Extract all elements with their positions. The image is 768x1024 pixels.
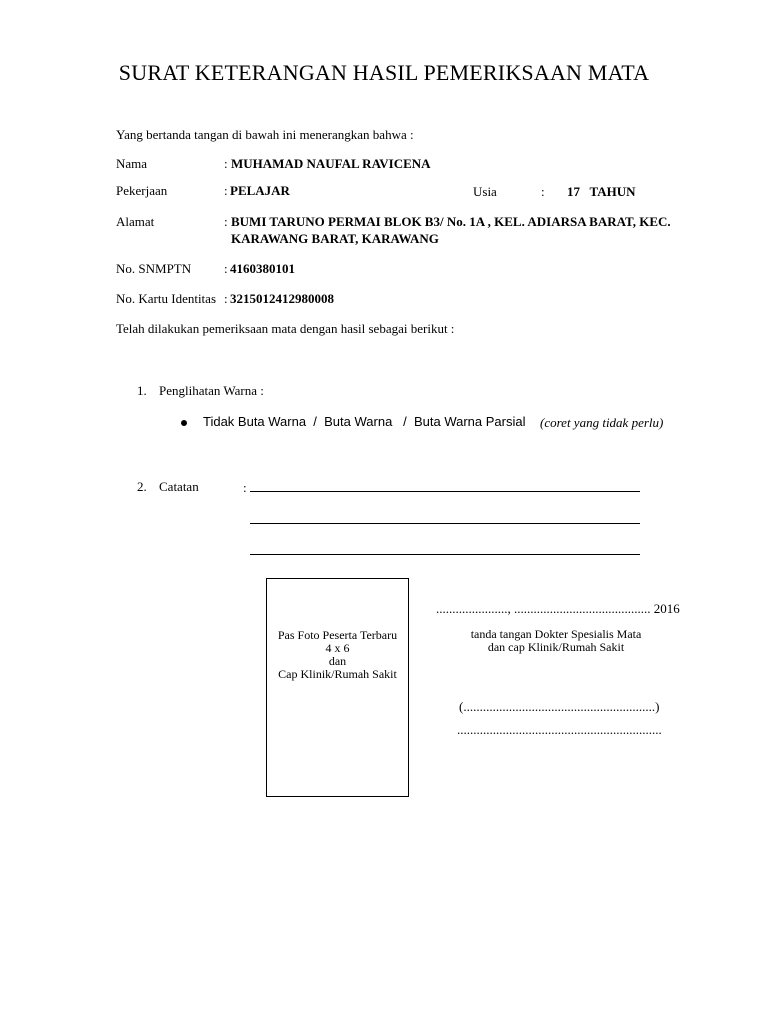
exam-intro-text: Telah dilakukan pemeriksaan mata dengan hasil sebagai berikut : [116, 321, 455, 336]
item1-label: Penglihatan Warna : [159, 383, 264, 398]
item2-number: 2. [137, 479, 147, 494]
bullet-icon [181, 420, 187, 426]
snmptn-label: No. SNMPTN [116, 261, 192, 276]
item1-number: 1. [137, 383, 147, 398]
pekerjaan-separator: : [224, 183, 228, 198]
usia-value: 17 TAHUN [567, 184, 636, 199]
photo-box-line3: dan [328, 654, 347, 668]
catatan-line-1[interactable] [250, 491, 640, 492]
photo-box-text [267, 629, 408, 681]
photo-box [266, 578, 409, 797]
kartu-separator: : [224, 291, 228, 306]
signature-caption [436, 628, 676, 654]
intro-text: Yang bertanda tangan di bawah ini menerangkan bahwa : [116, 127, 414, 142]
nama-separator: : [224, 156, 228, 171]
catatan-line-2[interactable] [250, 523, 640, 524]
catatan-separator: : [243, 480, 247, 495]
catatan-line-3[interactable] [250, 554, 640, 555]
photo-box-line2: 4 x 6 [325, 641, 350, 655]
item2-label: Catatan [159, 479, 199, 494]
photo-box-line4: Cap Klinik/Rumah Sakit [278, 667, 397, 681]
photo-box-line1: Pas Foto Peserta Terbaru [277, 628, 398, 642]
snmptn-separator: : [224, 261, 228, 276]
usia-label: Usia [473, 184, 497, 199]
signature-extra-line: ............................................................... [457, 722, 662, 737]
alamat-value-line2: KARAWANG BARAT, KARAWANG [231, 231, 439, 246]
kartu-label: No. Kartu Identitas [116, 291, 217, 306]
kartu-value: 3215012412980008 [230, 291, 334, 306]
date-line: ......................, .......................................... 2016 [436, 601, 680, 616]
snmptn-value: 4160380101 [230, 261, 295, 276]
document-title: SURAT KETERANGAN HASIL PEMERIKSAAN MATA [118, 60, 650, 85]
alamat-separator: : [224, 214, 228, 229]
signature-caption-line2: dan cap Klinik/Rumah Sakit [487, 640, 625, 654]
alamat-label: Alamat [116, 214, 155, 229]
usia-separator: : [541, 184, 545, 199]
color-vision-options: Tidak Buta Warna / Buta Warna / Buta Warna Parsial [203, 414, 526, 429]
pekerjaan-label: Pekerjaan [116, 183, 168, 198]
strike-note: (coret yang tidak perlu) [540, 415, 664, 430]
signature-name-line: (...........................................................) [459, 699, 660, 714]
alamat-value-line1: BUMI TARUNO PERMAI BLOK B3/ No. 1A , KEL. ADIARSA BARAT, KEC. [231, 214, 671, 229]
nama-value: MUHAMAD NAUFAL RAVICENA [231, 156, 431, 171]
pekerjaan-value: PELAJAR [230, 183, 290, 198]
nama-label: Nama [116, 156, 148, 171]
signature-caption-line1: tanda tangan Dokter Spesialis Mata [470, 627, 642, 641]
